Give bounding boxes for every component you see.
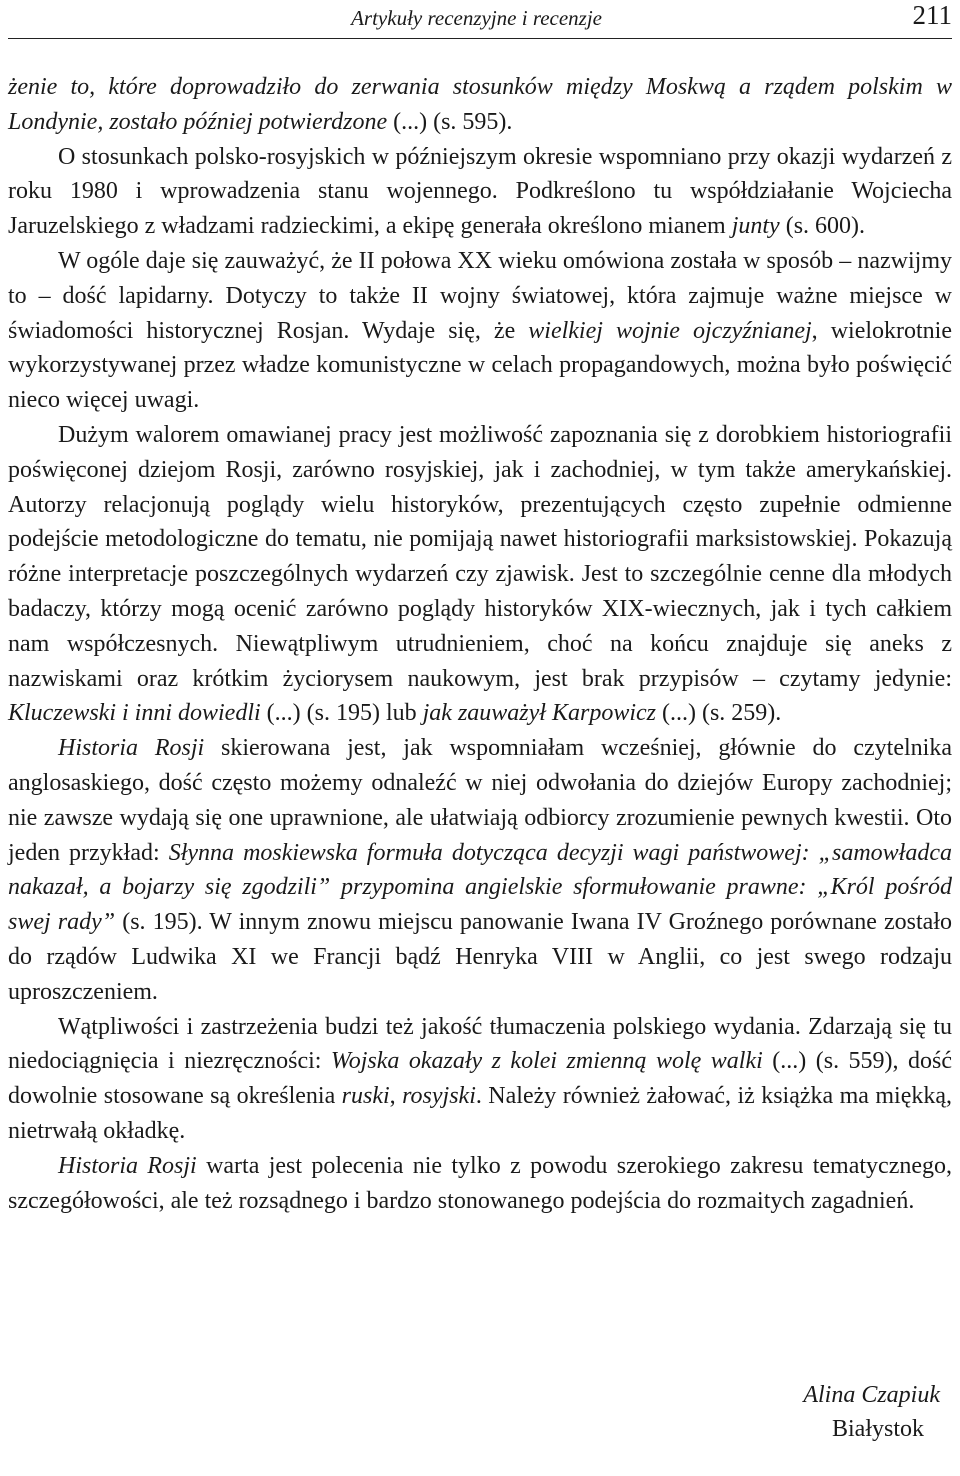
- italic-text-segment: żenie to, które doprowadziło do zerwania stosunków między Moskwą a rządem polskim w Londynie, zostało później potwierdzone: [8, 74, 952, 135]
- text-segment: Wątpliwości i zastrzeżenia budzi też jakość tłumaczenia polskiego wydania. Zdarzają się tu niedociągnięcia i niezręczności:: [8, 1013, 952, 1075]
- body-paragraph: [8, 418, 952, 731]
- body-paragraph: [8, 731, 952, 1009]
- italic-text-segment: Kluczewski i inni dowiedli: [8, 700, 261, 727]
- text-segment: warta jest polecenia nie tylko z powodu szerokiego zakresu tematycznego, szczegółowości, ale też rozsądnego i bardzo stonowanego podejścia do rozmaitych zagadnień.: [8, 1152, 952, 1214]
- page-number: 211: [912, 0, 952, 30]
- text-segment: O stosunkach polsko-rosyjskich w późniejszym okresie wspomniano przy okazji wydarzeń z roku 1980 i wprowadzenia stanu wojennego. Podkreślono tu współdziałanie Wojciecha Jaruzelskiego z władzami radzieckimi, a ekipę generała określono mianem: [8, 143, 952, 240]
- text-segment: (s. 600).: [779, 213, 866, 240]
- italic-text-segment: ruski: [341, 1083, 390, 1110]
- body-paragraph: [8, 70, 952, 140]
- author-city: Białystok: [831, 1416, 924, 1442]
- page-header: [8, 0, 952, 39]
- text-segment: ,: [389, 1083, 403, 1110]
- body-paragraph: [8, 140, 952, 244]
- body-paragraph: [8, 1149, 952, 1219]
- italic-text-segment: jak zauważył Karpowicz: [422, 700, 656, 727]
- text-segment: skierowana jest, jak wspomniałam wcześniej, głównie do czytelnika anglosaskiego, dość często możemy odnaleźć w niej odwołania do dziejów Europy zachodniej; nie zawsze wydają się one uprawnione, ale ułatwiają odbiorcy zrozumienie pewnych kwestii. Oto jeden przykład:: [8, 735, 952, 866]
- running-title: Artykuły recenzyjne i recenzje: [351, 6, 602, 30]
- author-name: Alina Czapiuk: [803, 1382, 940, 1408]
- italic-text-segment: Historia Rosji: [58, 1152, 197, 1179]
- italic-text-segment: Historia Rosji: [58, 735, 205, 762]
- text-segment: Dużym walorem omawianej pracy jest możliwość zapoznania się z dorobkiem historiografii poświęconej dziejom Rosji, zarówno rosyjskiej, jak i zachodniej, w tym także amerykańskiej. Autorzy relacjonują poglądy wielu historyków, prezentujących często zupełnie odmienne podejście metodologiczne do tematu, nie pomijają nawet historiografii marksistowskiej. Pokazują różne interpretacje poszczególnych wydarzeń czy zjawisk. Jest to szczególnie cenne dla młodych badaczy, którzy mogą ocenić zarówno poglądy historyków XIX-wiecznych, jak i tych całkiem nam współczesnych. Niewątpliwym utrudnieniem, choć na końcu znajduje się aneks z nazwiskami oraz krótkim życiorysem naukowym, jest brak przypisów – czytamy jedynie:: [8, 421, 952, 692]
- italic-text-segment: rosyjski: [402, 1083, 476, 1110]
- italic-text-segment: wielkiej wojnie ojczyźnianej: [528, 317, 812, 344]
- text-segment: , wielokrotnie wykorzystywanej przez władze komunistyczne w celach propagandowych, można było poświęcić nieco więcej uwagi.: [8, 317, 953, 414]
- text-segment: (...) (s. 595).: [387, 108, 513, 135]
- italic-text-segment: Wojska okazały z kolei zmienną wolę walki: [330, 1048, 763, 1075]
- body-paragraph: [8, 244, 952, 418]
- text-segment: . Należy również żałować, iż książka ma miękką, nietrwałą okładkę.: [8, 1083, 953, 1144]
- review-body-text: [8, 70, 952, 1218]
- text-segment: (...) (s. 195) lub: [260, 700, 423, 727]
- italic-text-segment: junty: [731, 213, 780, 240]
- body-paragraph: [8, 1010, 952, 1149]
- text-segment: (...) (s. 559), dość dowolnie stosowane są określenia: [8, 1048, 952, 1110]
- text-segment: W ogóle daje się zauważyć, że II połowa XX wieku omówiona została w sposób – nazwijmy to – dość lapidarny. Dotyczy to także II wojny światowej, która zajmuje ważne miejsce w świadomości historycznej Rosjan. Wydaje się, że: [8, 247, 952, 344]
- signature-block: [803, 1378, 940, 1446]
- italic-text-segment: Słynna moskiewska formuła dotycząca decyzji wagi państwowej: „samowładca nakazał, a bojarzy się zgodzili” przypomina angielskie sformułowanie prawne: „Król pośród swej rady”: [8, 839, 953, 936]
- text-segment: (...) (s. 259).: [655, 700, 782, 727]
- text-segment: (s. 195). W innym znowu miejscu panowanie Iwana IV Groźnego porównane zostało do rządów Ludwika XI we Francji bądź Henryka VIII w Anglii, co jest swego rodzaju uproszczeniem.: [8, 909, 952, 1005]
